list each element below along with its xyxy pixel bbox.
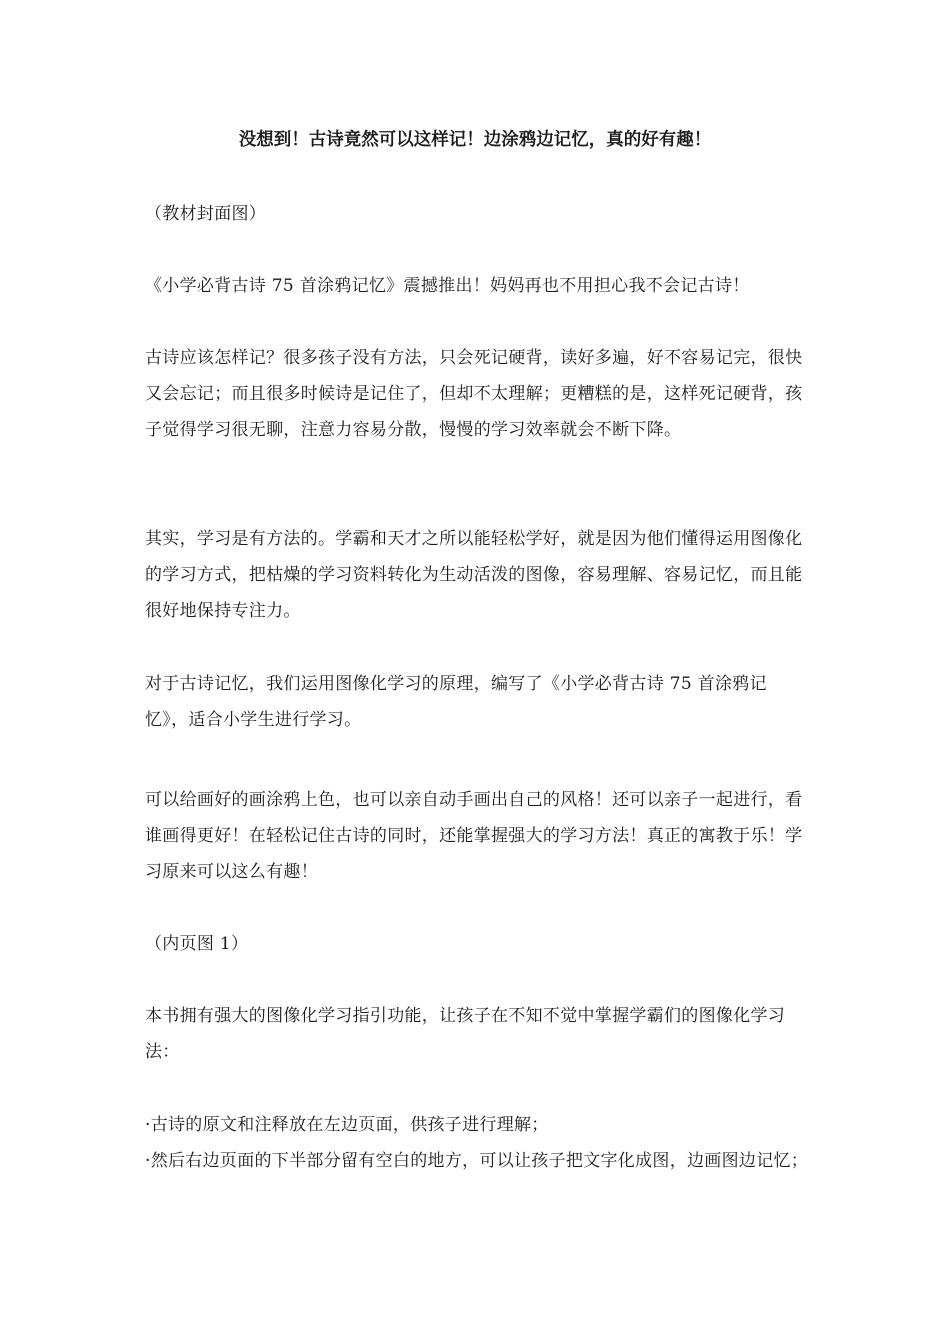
paragraph-features: 本书拥有强大的图像化学习指引功能，让孩子在不知不觉中掌握学霸们的图像化学习法： (145, 1006, 786, 1062)
list-item: ·古诗的原文和注释放在左边页面，供孩子进行理解； (145, 1115, 549, 1135)
paragraph-cover-image-note: （教材封面图） (145, 204, 267, 224)
document-title: 没想到！古诗竟然可以这样记！边涂鸦边记忆，真的好有趣！ (238, 130, 712, 150)
paragraph-book-intro: 《小学必背古诗 75 首涂鸦记忆》震撼推出！妈妈再也不用担心我不会记古诗！ (145, 276, 750, 296)
paragraph-problem: 古诗应该怎样记？很多孩子没有方法，只会死记硬背，读好多遍，好不容易记完，很快又会忘记；而且很多时候诗是记住了，但却不太理解；更糟糕的是，这样死记硬背，孩子觉得学习很无聊，注意力容易分散，慢慢的学习效率就会不断下降。 (145, 348, 803, 440)
list-item: ·然后右边页面的下半部分留有空白的地方，可以让孩子把文字化成图，边画图边记忆； (145, 1151, 809, 1171)
paragraph-method: 其实，学习是有方法的。学霸和天才之所以能轻松学好，就是因为他们懂得运用图像化的学习方式，把枯燥的学习资料转化为生动活泼的图像，容易理解、容易记忆，而且能很好地保持专注力。 (145, 529, 803, 621)
paragraph-book-purpose: 对于古诗记忆，我们运用图像化学习的原理，编写了《小学必背古诗 75 首涂鸦记忆》，适合小学生进行学习。 (145, 674, 767, 730)
paragraph-inner-image-note: （内页图 1） (145, 934, 249, 954)
paragraph-doodle: 可以给画好的画涂鸦上色，也可以亲自动手画出自己的风格！还可以亲子一起进行，看谁画得更好！在轻松记住古诗的同时，还能掌握强大的学习方法！真正的寓教于乐！学习原来可以这么有趣！ (145, 790, 803, 882)
